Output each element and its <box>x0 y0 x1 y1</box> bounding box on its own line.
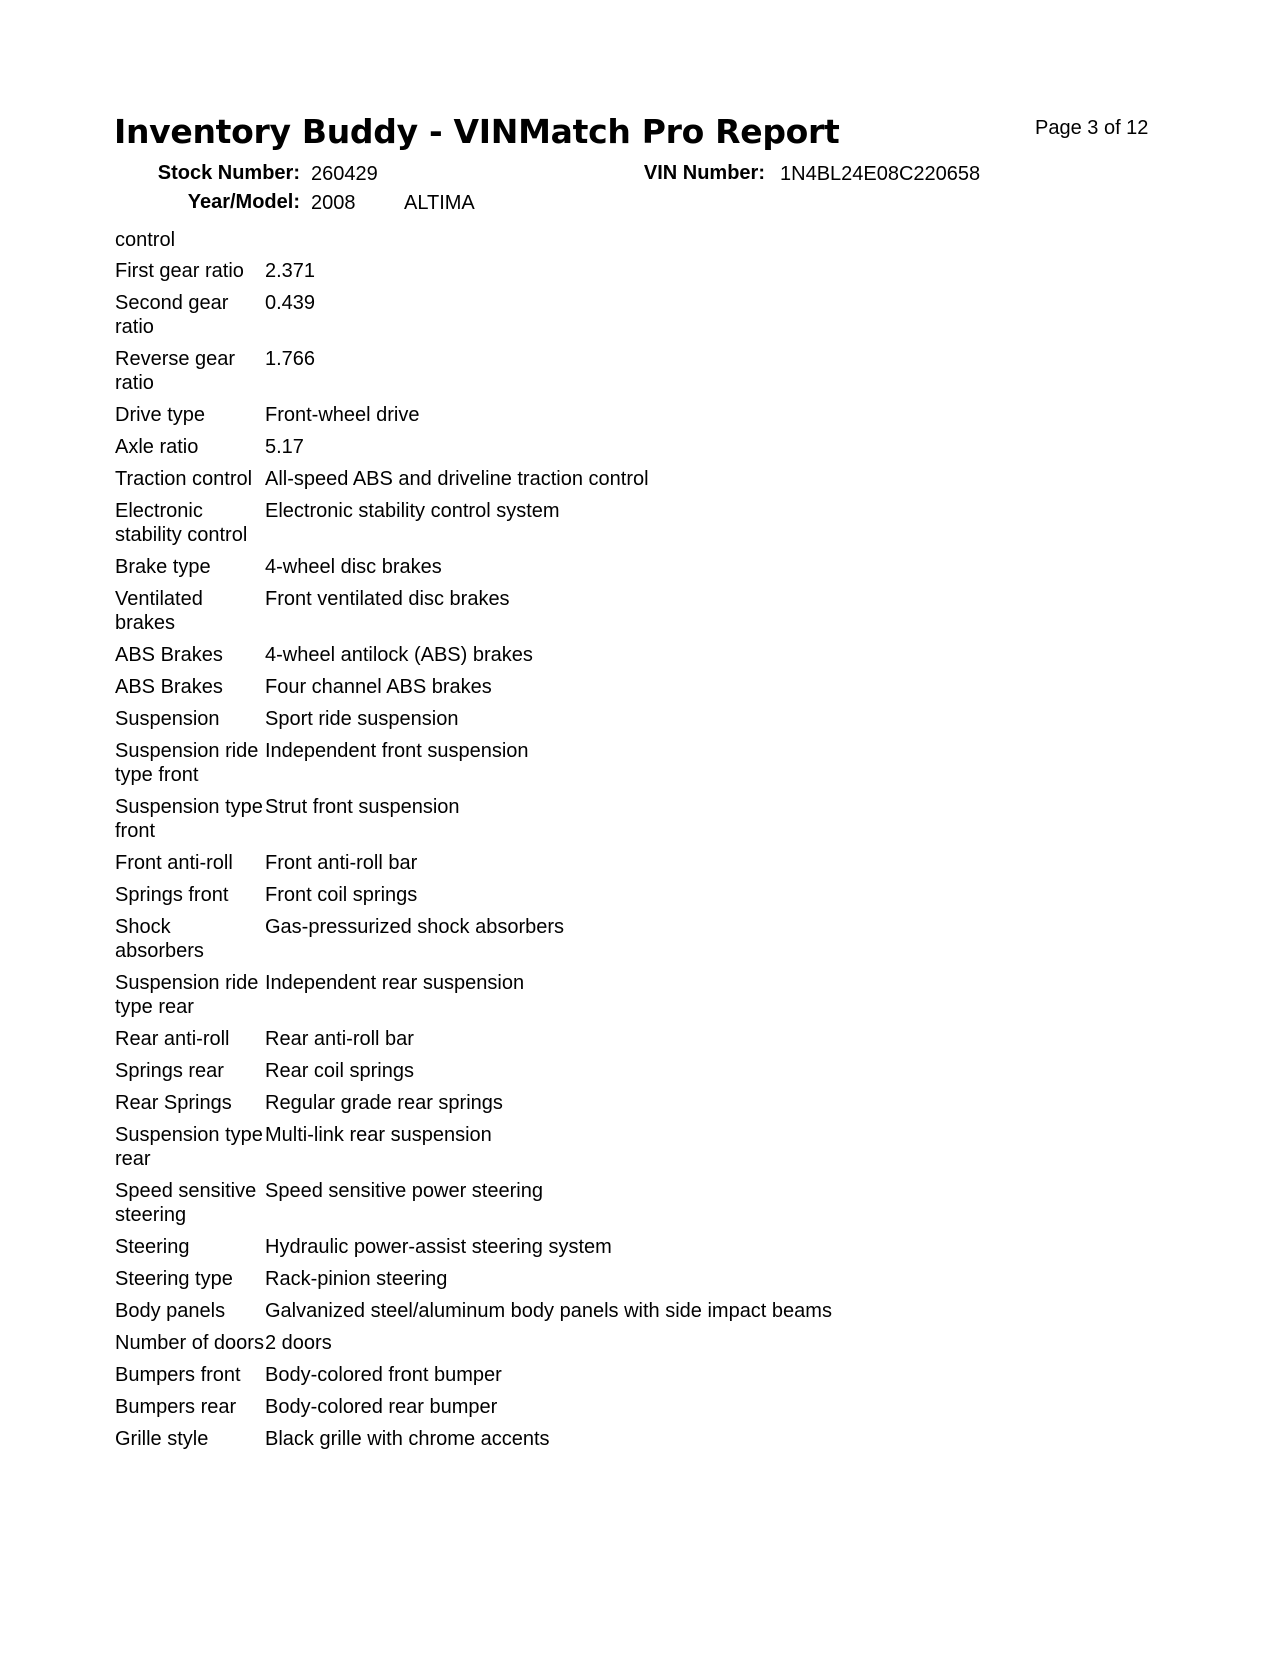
spec-label: Springs rear <box>115 1060 224 1082</box>
spec-row <box>115 1091 1165 1115</box>
stock-number-value: 260429 <box>311 163 378 185</box>
spec-label: Shock absorbers <box>115 916 204 962</box>
spec-value: All-speed ABS and driveline traction control <box>265 468 649 490</box>
year-value: 2008 <box>311 192 356 214</box>
spec-value: Body-colored rear bumper <box>265 1396 498 1418</box>
spec-row <box>115 1179 1165 1227</box>
spec-label: Suspension type rear <box>115 1124 263 1170</box>
spec-label: Steering type <box>115 1268 233 1290</box>
spec-value: Front ventilated disc brakes <box>265 588 510 610</box>
spec-label: Steering <box>115 1236 190 1258</box>
spec-row <box>115 1059 1165 1083</box>
spec-value: Four channel ABS brakes <box>265 676 492 698</box>
spec-row <box>115 675 1165 699</box>
spec-value: 4-wheel antilock (ABS) brakes <box>265 644 533 666</box>
spec-value: Speed sensitive power steering <box>265 1180 543 1202</box>
spec-label: Suspension <box>115 708 220 730</box>
spec-row <box>115 587 1165 635</box>
spec-label: Axle ratio <box>115 436 199 458</box>
spec-value: Independent rear suspension <box>265 972 525 994</box>
spec-value: Front coil springs <box>265 884 418 906</box>
spec-label: Electronic stability control <box>115 500 248 546</box>
spec-value: Sport ride suspension <box>265 708 459 730</box>
spec-row <box>115 643 1165 667</box>
spec-label: Bumpers rear <box>115 1396 237 1418</box>
spec-label: ABS Brakes <box>115 676 223 698</box>
spec-row <box>115 1027 1165 1051</box>
spec-value: Rear anti-roll bar <box>265 1028 414 1050</box>
spec-value: Body-colored front bumper <box>265 1364 502 1386</box>
spec-value: Front anti-roll bar <box>265 852 418 874</box>
spec-row <box>115 851 1165 875</box>
spec-label: Body panels <box>115 1300 226 1322</box>
spec-value: Strut front suspension <box>265 796 460 818</box>
spec-value: Gas-pressurized shock absorbers <box>265 916 565 938</box>
spec-label: Bumpers front <box>115 1364 241 1386</box>
spec-row <box>115 1235 1165 1259</box>
spec-row <box>115 915 1165 963</box>
spec-label: Grille style <box>115 1428 209 1450</box>
spec-value: Galvanized steel/aluminum body panels with side impact beams <box>265 1300 832 1322</box>
spec-row <box>115 1427 1165 1451</box>
spec-label: Rear anti-roll <box>115 1028 230 1050</box>
vin-number-label: VIN Number: <box>643 162 765 184</box>
spec-row <box>115 467 1165 491</box>
spec-row <box>115 707 1165 731</box>
spec-row <box>115 259 1165 283</box>
spec-value: Hydraulic power-assist steering system <box>265 1236 612 1258</box>
spec-value: Black grille with chrome accents <box>265 1428 550 1450</box>
spec-label: Second gear ratio <box>115 292 229 338</box>
spec-row <box>115 739 1165 787</box>
spec-label: Speed sensitive steering <box>115 1180 257 1226</box>
spec-row <box>115 1363 1165 1387</box>
spec-row <box>115 291 1165 339</box>
spec-label: Springs front <box>115 884 229 906</box>
spec-value: 0.439 <box>265 292 316 314</box>
vin-number-value: 1N4BL24E08C220658 <box>780 163 981 185</box>
spec-label: Brake type <box>115 556 211 578</box>
spec-list <box>115 228 1165 1459</box>
spec-row <box>115 883 1165 907</box>
spec-value: Multi-link rear suspension <box>265 1124 492 1146</box>
spec-row <box>115 403 1165 427</box>
spec-value: Independent front suspension <box>265 740 529 762</box>
spec-row <box>115 795 1165 843</box>
spec-value: Electronic stability control system <box>265 500 560 522</box>
spec-label: Drive type <box>115 404 206 426</box>
spec-label: Suspension ride type front <box>115 740 259 786</box>
spec-row <box>115 1331 1165 1355</box>
page-number: Page 3 of 12 <box>1035 117 1149 139</box>
spec-row <box>115 555 1165 579</box>
spec-value: 5.17 <box>265 436 304 458</box>
spec-row <box>115 1123 1165 1171</box>
spec-label: Number of doors <box>115 1332 264 1354</box>
spec-label: Suspension ride type rear <box>115 972 259 1018</box>
spec-value: 2 doors <box>265 1332 332 1354</box>
continuation-text: control <box>115 229 176 251</box>
spec-row <box>115 435 1165 459</box>
spec-value: Rear coil springs <box>265 1060 414 1082</box>
spec-value: 1.766 <box>265 348 316 370</box>
model-value: ALTIMA <box>404 192 475 214</box>
stock-number-label: Stock Number: <box>157 162 300 184</box>
spec-value: Front-wheel drive <box>265 404 420 426</box>
spec-label: Suspension type front <box>115 796 263 842</box>
spec-row <box>115 971 1165 1019</box>
spec-label: Reverse gear ratio <box>115 348 236 394</box>
spec-label: First gear ratio <box>115 260 244 282</box>
spec-label: Front anti-roll <box>115 852 233 874</box>
spec-row <box>115 1267 1165 1291</box>
spec-row <box>115 499 1165 547</box>
spec-label: ABS Brakes <box>115 644 223 666</box>
spec-value: 4-wheel disc brakes <box>265 556 442 578</box>
spec-row <box>115 1395 1165 1419</box>
spec-label: Traction control <box>115 468 253 490</box>
spec-value: Regular grade rear springs <box>265 1092 503 1114</box>
spec-label: Ventilated brakes <box>115 588 203 634</box>
report-title: Inventory Buddy - VINMatch Pro Report <box>114 112 840 151</box>
spec-row <box>115 1299 1165 1323</box>
spec-label: Rear Springs <box>115 1092 232 1114</box>
spec-row <box>115 347 1165 395</box>
year-model-label: Year/Model: <box>187 191 300 213</box>
spec-value: 2.371 <box>265 260 316 282</box>
spec-value: Rack-pinion steering <box>265 1268 448 1290</box>
